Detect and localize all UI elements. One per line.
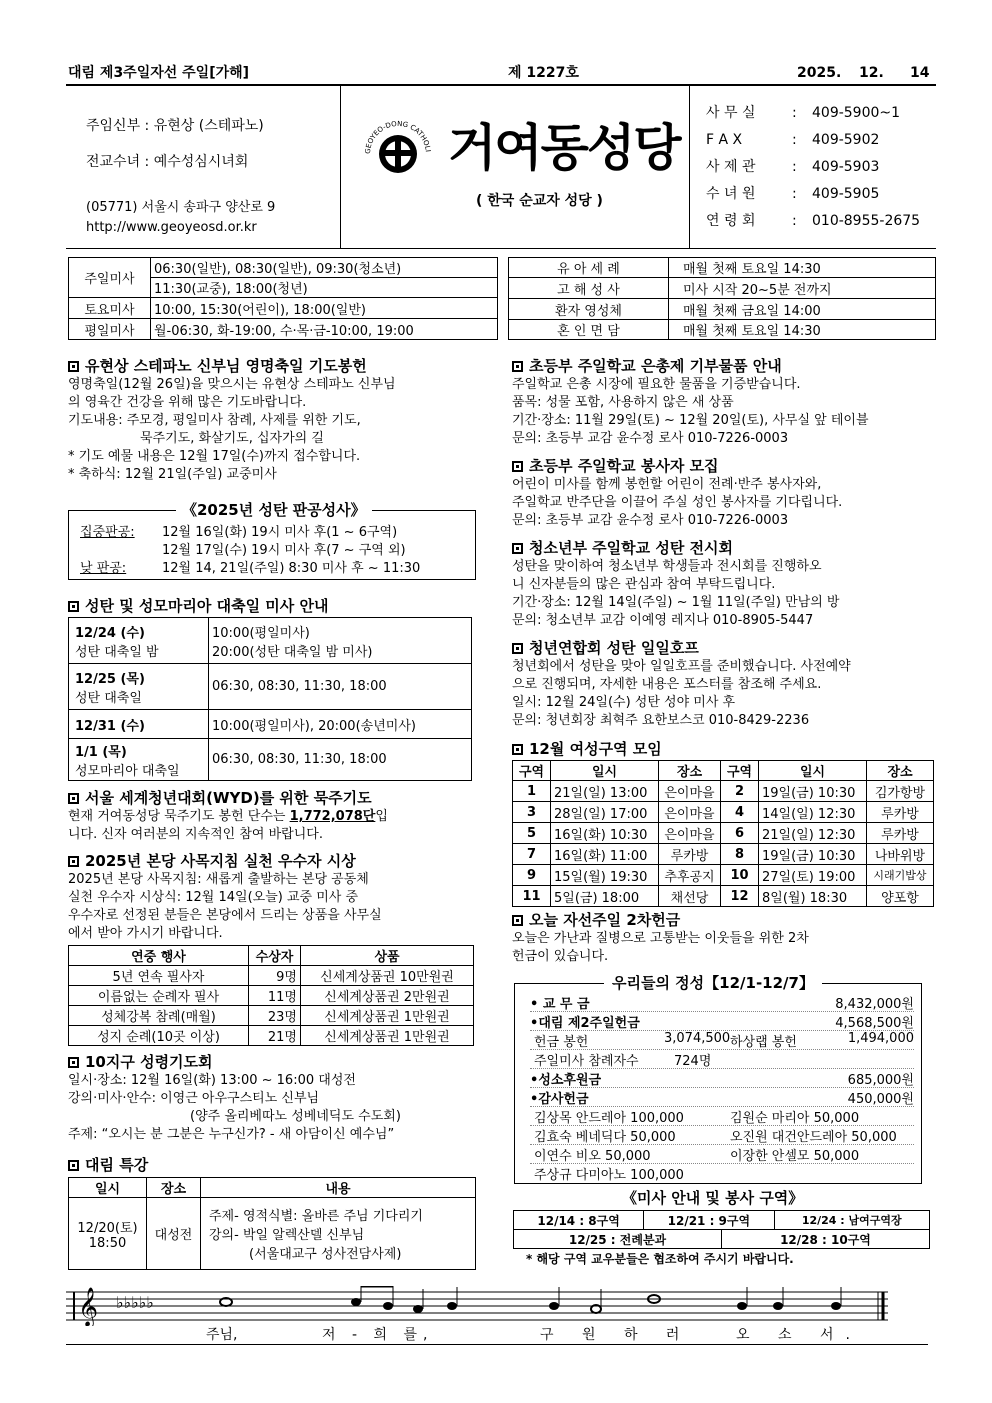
saturday-mass-label: 토요미사: [69, 298, 151, 319]
offering-label: 헌금 봉헌: [534, 1035, 589, 1050]
contact-convent-label: 수 녀 원: [706, 186, 756, 202]
table-cell: 8: [721, 844, 759, 865]
square-bullet-icon: [512, 361, 523, 372]
square-bullet-icon: [68, 1160, 79, 1171]
prayer-meeting-section: [68, 1052, 480, 1144]
footer-rule: [66, 1344, 928, 1345]
donor: 이연수 비오 50,000: [534, 1149, 651, 1164]
table-cell: 11: [513, 886, 551, 907]
offering-list: • 교 무 금 8,432,000원 •대림 제2주일헌금 4,568,500원 헌금 봉헌 3,074,500 하상랩 봉헌 1,494,000 주일미사 참례자수 724명 •성소후원금 685,000원 •감사헌금 450,000원 김상목 안드레아 100,000 김원순 마리아 50,000 김효숙 베네딕다 50,000 오진원 대건안드레아 50,000 이연수 비오 50,000 이장한 안셀모 50,000 주상규 다미아노 100,000: [530, 993, 914, 1183]
table-cell: 7: [513, 844, 551, 865]
donor: 주상규 다미아노 100,000: [534, 1168, 684, 1183]
exhibition-section: [512, 538, 936, 630]
square-bullet-icon: [512, 744, 523, 755]
text-line: 에서 받아 가시기 바랍니다.: [68, 926, 223, 941]
service-cell: 12/21 : 9구역: [644, 1211, 774, 1230]
text-line: 주일학교 은총 시장에 필요한 물품을 기증받습니다.: [512, 377, 801, 392]
hof-section: [512, 638, 936, 730]
table-cell: 21일(일) 12:30: [759, 823, 867, 844]
contact-fax-value: 409-5902: [812, 132, 880, 148]
table-cell: 11명: [249, 986, 301, 1006]
bulletin-date-month: 12.: [859, 65, 884, 81]
table-cell: 14일(일) 12:30: [759, 802, 867, 823]
table-header: 구역: [513, 761, 551, 781]
text-line: 기도내용: 주모경, 평일미사 참례, 사제를 위한 기도,: [68, 413, 361, 428]
sacrament-label: 혼 인 면 담: [509, 320, 669, 340]
sacrament-label: 환자 영성체: [509, 299, 669, 320]
square-bullet-icon: [68, 601, 79, 612]
text-line: 헌금이 있습니다.: [512, 949, 609, 964]
text-line: 니다. 신자 여러분의 지속적인 참여 바랍니다.: [68, 827, 323, 842]
section-title-award: 2025년 본당 사목지침 실천 우수자 시상: [68, 851, 480, 871]
bulletin-date-year: 2025.: [797, 65, 842, 81]
table-cell: 12: [721, 886, 759, 907]
table-cell: 19일(금) 10:30: [759, 781, 867, 802]
text-line: 기간·장소: 11월 29일(토) ~ 12월 20일(토), 사무실 앞 테이블: [512, 413, 869, 428]
table-cell: 5년 연속 필사자: [69, 966, 249, 986]
text-line: 품목: 성물 포함, 사용하지 않은 새 상품: [512, 395, 734, 410]
table-cell: 15일(월) 19:30: [551, 865, 659, 886]
table-header: 장소: [867, 761, 934, 781]
sacrament-label: 유 아 세 례: [509, 258, 669, 278]
contact-list: 사 무 실 : 409-5900~1 F A X : 409-5902 사 제 관 : 409-5903 수 녀 원 : 409-5905 연 령 회 : 010-8955-2675: [706, 105, 921, 229]
sacrament-time: 매월 첫째 토요일 14:30: [669, 258, 936, 278]
lecture-speaker-title: (서울대교구 성사전담사제): [249, 1247, 402, 1262]
offering-label: 하상랩 봉헌: [730, 1035, 797, 1050]
donor: 오진원 대건안드레아 50,000: [730, 1130, 897, 1145]
table-cell: 이름없는 순례자 필사: [69, 986, 249, 1006]
table-header: 일시: [69, 1178, 147, 1198]
text-line: 청년회에서 성탄을 맞아 일일호프를 준비했습니다. 사전예약: [512, 659, 851, 674]
contact-funeral-label: 연 령 회: [706, 213, 756, 229]
table-cell: 루카방: [867, 823, 934, 844]
sunday-mass-label: 주일미사: [69, 258, 151, 298]
mass-name: 성탄 대축일 밤: [75, 644, 159, 660]
text-line: 성탄을 맞이하여 청소년부 학생들과 전시회를 진행하오: [512, 559, 822, 574]
text-line: 영명축일(12월 26일)을 맞으시는 유현상 스테파노 신부님: [68, 377, 396, 392]
text-line: 주제: “오시는 분 그분은 누구신가? - 새 아담이신 예수님”: [68, 1127, 395, 1142]
bulletin-week: 대림 제3주일자선 주일[가해]: [68, 65, 250, 81]
text-line: (양주 올리베따노 성베네딕도 수도회): [190, 1109, 401, 1124]
mass-date: 1/1 (목): [75, 744, 127, 760]
table-cell: 추후공지: [659, 865, 721, 886]
table-header: 내용: [201, 1178, 476, 1198]
table-header: 구역: [721, 761, 759, 781]
lecture-speaker: 강의- 박일 알렉산델 신부님: [209, 1228, 365, 1243]
table-cell: 은이마을: [659, 823, 721, 844]
contact-rectory-value: 409-5903: [812, 159, 880, 175]
square-bullet-icon: [68, 361, 79, 372]
music-staff: [66, 1286, 888, 1326]
service-note: * 해당 구역 교우분들은 협조하여 주시기 바랍니다.: [526, 1252, 794, 1266]
confession-label-2: 낮 판공:: [80, 561, 127, 576]
mass-time: 06:30, 08:30, 11:30, 18:00: [209, 739, 472, 781]
christmas-mass-table: [68, 617, 472, 781]
offering-title: 우리들의 정성【12/1-12/7】: [604, 973, 822, 993]
table-cell: 8일(월) 18:30: [759, 886, 867, 907]
table-cell: 2: [721, 781, 759, 802]
text-line: 우수자로 선정된 분들은 본당에서 드리는 상품을 사무실: [68, 908, 382, 923]
table-cell: 양포항: [867, 886, 934, 907]
contact-convent-value: 409-5905: [812, 186, 880, 202]
mass-schedule-table: [68, 257, 498, 340]
text-line: 니 신자분들의 많은 관심과 참여 부탁드립니다.: [512, 577, 776, 592]
service-cell: 12/28 : 10구역: [722, 1230, 930, 1249]
award-table: [68, 945, 474, 1046]
donor: 이장한 안셀모 50,000: [730, 1149, 860, 1164]
mass-date: 12/24 (수): [75, 625, 145, 641]
sacrament-time: 미사 시작 20~5분 전까지: [669, 278, 936, 299]
lyrics-4: 오 소 서.: [736, 1327, 862, 1343]
lecture-topic: 주제- 영적식별: 올바른 주님 기다리기: [209, 1209, 423, 1224]
square-bullet-icon: [512, 915, 523, 926]
donor: 김상목 안드레아 100,000: [534, 1111, 684, 1126]
section-title-hof: 청년연합회 성탄 일일호프: [512, 638, 936, 658]
table-cell: 신세계상품권 2만원권: [301, 986, 474, 1006]
confession-time-1: 12월 16일(화) 19시 미사 후(1 ~ 6구역): [162, 525, 398, 540]
section-title-women-meeting: 12월 여성구역 모임: [512, 739, 662, 759]
offering-value: 685,000원: [847, 1073, 914, 1088]
text-line: 일시·장소: 12월 16일(화) 13:00 ~ 16:00 대성전: [68, 1073, 356, 1088]
mass-date: 12/25 (목): [75, 671, 145, 687]
attendance-label: 주일미사 참례자수: [534, 1054, 639, 1069]
lyrics-3: 구 원 하 러: [540, 1327, 692, 1343]
section-title-christmas-mass: 성탄 및 성모마리아 대축일 미사 안내: [68, 596, 328, 616]
treble-clef-icon: 𝄞: [78, 1287, 99, 1326]
text-line: 묵주기도, 화살기도, 십자가의 길: [140, 431, 324, 446]
table-cell: 1: [513, 781, 551, 802]
square-bullet-icon: [68, 1057, 79, 1068]
section-title-charity: 오늘 자선주일 2차헌금: [512, 910, 936, 930]
text-line: 실천 우수자 시상식: 12월 14일(오늘) 교중 미사 중: [68, 890, 359, 905]
text-line: 의 영육간 건강을 위해 많은 기도바랍니다.: [68, 395, 307, 410]
weekday-mass-times: 월-06:30, 화-19:00, 수·목·금-10:00, 19:00: [151, 319, 498, 340]
text-line: 문의: 청년회장 최혁주 요한보스코 010-8429-2236: [512, 713, 810, 728]
table-header: 연중 행사: [69, 946, 249, 966]
offering-label: 대림 제2주일헌금: [538, 1016, 640, 1031]
text-line: 어린이 미사를 함께 봉헌할 어린이 전례·반주 봉사자와,: [512, 477, 822, 492]
website-link[interactable]: http://www.geoyeosd.or.kr: [86, 220, 257, 235]
lyrics-1: 주님,: [206, 1327, 238, 1343]
contact-fax-label: F A X: [706, 132, 743, 148]
table-cell: 5일(금) 18:00: [551, 886, 659, 907]
text-line: 으로 진행되며, 자세한 내용은 포스터를 참조해 주세요.: [512, 677, 822, 692]
table-header: 상품: [301, 946, 474, 966]
contact-funeral-value: 010-8955-2675: [812, 213, 921, 229]
weekday-mass-label: 평일미사: [69, 319, 151, 340]
contact-rectory-label: 사 제 관: [706, 159, 756, 175]
table-cell: 6: [721, 823, 759, 844]
attendance-value: 724명: [674, 1054, 712, 1069]
sacrament-time: 매월 첫째 금요일 14:00: [669, 299, 936, 320]
text-line: 문의: 초등부 교감 윤수정 로사 010-7226-0003: [512, 513, 789, 528]
table-header: 장소: [147, 1178, 201, 1198]
table-cell: 루카방: [867, 802, 934, 823]
mass-time: 10:00(평일미사): [212, 625, 310, 641]
table-cell: 16일(화) 11:00: [551, 844, 659, 865]
service-title: 《미사 안내 및 봉사 구역》: [622, 1189, 804, 1207]
section-title-donation: 초등부 주일학교 은총제 기부물품 안내: [512, 356, 936, 376]
church-subtitle: ( 한국 순교자 성당 ): [476, 193, 603, 209]
section-title-advent-lecture: 대림 특강: [68, 1155, 148, 1175]
service-table-2: [513, 1229, 930, 1249]
sisters: 전교수녀 : 예수성심시녀회: [86, 154, 249, 170]
table-header: 장소: [659, 761, 721, 781]
text-line: 문의: 청소년부 교감 이예영 레지나 010-8905-5447: [512, 613, 814, 628]
section-title-feast-day: 유현상 스테파노 신부님 영명축일 기도봉헌: [68, 356, 480, 376]
mass-name: 성모마리아 대축일: [75, 763, 180, 779]
service-cell: 12/25 : 전례분과: [514, 1230, 722, 1249]
text-line: 기간·장소: 12월 14일(주일) ~ 1월 11일(주일) 만남의 방: [512, 595, 840, 610]
sacrament-time: 매월 첫째 토요일 14:30: [669, 320, 936, 340]
women-meeting-table: [512, 760, 934, 907]
table-cell: 16일(화) 10:30: [551, 823, 659, 844]
service-table: [513, 1210, 930, 1230]
offering-label: 교 무 금: [542, 997, 590, 1012]
advent-lecture-table: [68, 1177, 476, 1270]
offering-value: 8,432,000원: [835, 997, 914, 1012]
table-cell: 은이마을: [659, 781, 721, 802]
table-cell: 루카방: [659, 844, 721, 865]
mass-name: 성탄 대축일: [75, 690, 142, 706]
confession-title: 《2025년 성탄 판공성사》: [176, 500, 372, 520]
square-bullet-icon: [68, 793, 79, 804]
confession-label-1: 집중판공:: [80, 525, 135, 540]
mass-date: 12/31 (수): [69, 710, 209, 739]
volunteer-section: [512, 456, 936, 530]
lecture-time: 18:50: [88, 1235, 127, 1251]
text-line: 오늘은 가난과 질병으로 고통받는 이웃들을 위한 2차: [512, 931, 809, 946]
sunday-mass-times-1: 06:30(일반), 08:30(일반), 09:30(청소년): [151, 258, 498, 278]
mass-time: 10:00(평일미사), 20:00(송년미사): [209, 710, 472, 739]
table-cell: 27일(토) 19:00: [759, 865, 867, 886]
section-title-prayer-meeting: 10지구 성령기도회: [68, 1052, 480, 1072]
table-cell: 채선당: [659, 886, 721, 907]
sunday-mass-times-2: 11:30(교중), 18:00(청년): [151, 278, 498, 298]
lyrics-2: 저 - 희 를,: [322, 1327, 434, 1343]
square-bullet-icon: [512, 643, 523, 654]
table-cell: 성지 순례(10곳 이상): [69, 1026, 249, 1046]
logo-ring-text: GEOYEO-DONG CATHOLI: [363, 119, 432, 155]
section-title-exhibition: 청소년부 주일학교 성탄 전시회: [512, 538, 936, 558]
contact-office-label: 사 무 실: [706, 105, 756, 121]
table-header: 일시: [759, 761, 867, 781]
service-cell: 12/14 : 8구역: [514, 1211, 644, 1230]
donor: 김원순 마리아 50,000: [730, 1111, 860, 1126]
offering-label: 성소후원금: [538, 1073, 602, 1088]
mass-time: 06:30, 08:30, 11:30, 18:00: [209, 664, 472, 710]
church-name: 거여동성당: [448, 119, 680, 177]
table-cell: 시래기밥상: [867, 865, 934, 886]
flat-icon: ♭♭♭♭♭: [116, 1293, 154, 1312]
text-line: 주일학교 반주단을 이끌어 주실 성인 봉사자를 기다립니다.: [512, 495, 843, 510]
saturday-mass-times: 10:00, 15:30(어린이), 18:00(일반): [151, 298, 498, 319]
lecture-date: 12/20(토): [77, 1220, 138, 1236]
section-title-wyd: 서울 세계청년대회(WYD)를 위한 묵주기도: [68, 788, 480, 808]
square-bullet-icon: [512, 461, 523, 472]
lecture-place: 대성전: [147, 1198, 201, 1270]
donor: 김효숙 베네딕다 50,000: [534, 1130, 676, 1145]
table-cell: 신세계상품권 1만원권: [301, 1006, 474, 1026]
text-line: * 축하식: 12월 21일(주일) 교중미사: [68, 467, 277, 482]
text-line: 현재 거여동성당 묵주기도 봉헌 단수는 1,772,078단입: [68, 809, 388, 824]
table-cell: 나바위방: [867, 844, 934, 865]
bulletin-date-day: 14: [910, 65, 930, 81]
church-logo-icon: [350, 110, 450, 200]
table-cell: 신세계상품권 1만원권: [301, 1026, 474, 1046]
text-line: * 기도 예물 내용은 12월 17일(수)까지 접수합니다.: [68, 449, 361, 464]
table-cell: 5: [513, 823, 551, 844]
table-cell: 21일(일) 13:00: [551, 781, 659, 802]
header-bottom-rule: [66, 248, 936, 249]
square-bullet-icon: [512, 543, 523, 554]
confession-time-3: 12월 14, 21일(주일) 8:30 미사 후 ~ 11:30: [162, 561, 421, 576]
left-column: [68, 356, 480, 484]
table-cell: 28일(일) 17:00: [551, 802, 659, 823]
offering-label: 감사헌금: [538, 1092, 589, 1107]
contact-office-value: 409-5900~1: [812, 105, 901, 121]
section-title-volunteer: 초등부 주일학교 봉사자 모집: [512, 456, 936, 476]
mass-time: 20:00(성탄 대축일 밤 미사): [212, 644, 373, 660]
table-cell: 김가항방: [867, 781, 934, 802]
table-cell: 신세계상품권 10만원권: [301, 966, 474, 986]
sacrament-schedule-table: [508, 257, 936, 340]
text-line: 일시: 12월 24일(수) 성탄 성야 미사 후: [512, 695, 736, 710]
donation-section: [512, 356, 936, 448]
table-cell: 은이마을: [659, 802, 721, 823]
offering-value: 3,074,500: [664, 1031, 731, 1046]
wyd-section: [68, 788, 480, 844]
table-cell: 9: [513, 865, 551, 886]
rosary-count: 1,772,078단: [289, 809, 376, 824]
offering-value: 4,568,500원: [835, 1016, 914, 1031]
table-cell: 3: [513, 802, 551, 823]
offering-value: 1,494,000: [847, 1031, 914, 1046]
table-cell: 23명: [249, 1006, 301, 1026]
text-line: 문의: 초등부 교감 윤수정 로사 010-7226-0003: [512, 431, 789, 446]
table-cell: 4: [721, 802, 759, 823]
table-cell: 19일(금) 10:30: [759, 844, 867, 865]
table-cell: 성체강복 참례(매월): [69, 1006, 249, 1026]
award-section: [68, 851, 480, 943]
address: (05771) 서울시 송파구 양산로 9: [86, 200, 276, 215]
table-header: 수상자: [249, 946, 301, 966]
text-line: 2025년 본당 사목지침: 새롭게 출발하는 본당 공동체: [68, 872, 369, 887]
table-cell: 21명: [249, 1026, 301, 1046]
table-cell: 10: [721, 865, 759, 886]
confession-time-2: 12월 17일(수) 19시 미사 후(7 ~ 구역 외): [162, 543, 406, 558]
pastor: 주임신부 : 유현상 (스테파노): [86, 118, 264, 134]
table-header: 일시: [551, 761, 659, 781]
sacrament-label: 고 해 성 사: [509, 278, 669, 299]
issue-number: 제 1227호: [508, 65, 579, 81]
text-line: 강의·미사·안수: 이영근 아우구스티노 신부님: [68, 1091, 320, 1106]
service-cell: 12/24 : 남여구역장: [774, 1211, 930, 1230]
table-cell: 9명: [249, 966, 301, 986]
offering-value: 450,000원: [847, 1092, 914, 1107]
square-bullet-icon: [68, 856, 79, 867]
charity-section: [512, 910, 936, 966]
